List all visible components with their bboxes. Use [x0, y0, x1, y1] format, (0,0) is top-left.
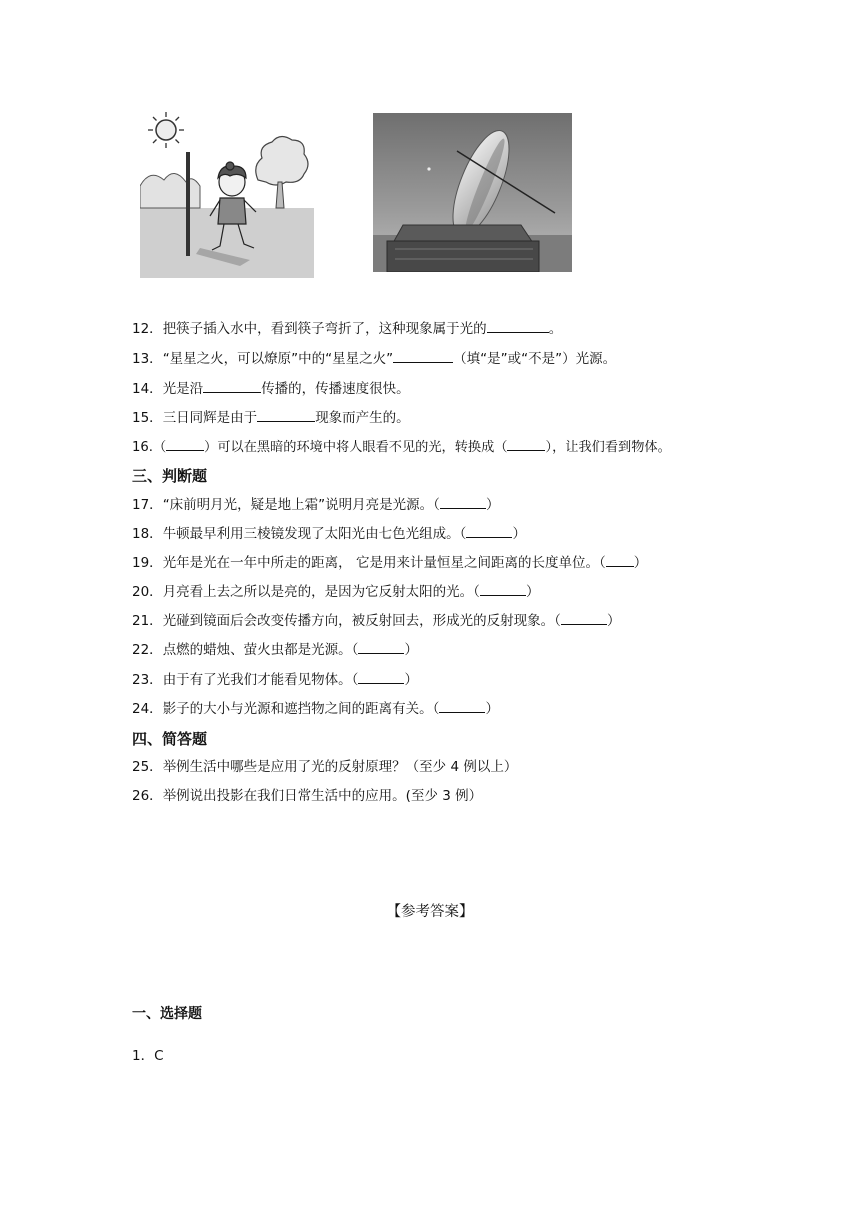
answer-blank[interactable]: [358, 639, 404, 654]
pole: [186, 152, 190, 256]
answer-blank[interactable]: [166, 436, 204, 451]
question-12: 12．把筷子插入水中，看到筷子弯折了，这种现象属于光的 。: [132, 318, 562, 339]
judge-item: 24．影子的大小与光源和遮挡物之间的距离有关。（ ）: [132, 698, 499, 719]
section-title-judgement: 三、判断题: [132, 467, 208, 485]
answer-blank[interactable]: [487, 318, 549, 333]
section-title-short-answer: 四、简答题: [132, 730, 208, 748]
answer-key-title: 【参考答案】: [386, 904, 474, 920]
judge-item: 21．光碰到镜面后会改变传播方向，被反射回去，形成光的反射现象。（ ）: [132, 610, 620, 631]
sun-icon: [156, 120, 176, 140]
answer-blank[interactable]: [440, 494, 486, 509]
answer-blank[interactable]: [606, 552, 634, 567]
judge-item: 22．点燃的蜡烛、萤火虫都是光源。（ ）: [132, 639, 418, 660]
short-answer-item: 26．举例说出投影在我们日常生活中的应用。(至少 3 例）: [132, 788, 483, 804]
answer-section-title: 一、选择题: [132, 1006, 202, 1022]
answer-blank[interactable]: [480, 581, 526, 596]
answer-item: 1．C: [132, 1048, 164, 1064]
judge-item: 18．牛顿最早利用三棱镜发现了太阳光由七色光组成。（ ）: [132, 523, 526, 544]
answer-blank[interactable]: [257, 407, 315, 422]
answer-blank[interactable]: [358, 669, 404, 684]
answer-blank[interactable]: [439, 698, 485, 713]
judge-item: 20．月亮看上去之所以是亮的，是因为它反射太阳的光。（ ）: [132, 581, 539, 602]
answer-blank[interactable]: [466, 523, 512, 538]
judge-item: 17．“床前明月光，疑是地上霜”说明月亮是光源。（ ）: [132, 494, 499, 515]
sundial-photo: [373, 113, 572, 272]
question-15: 15．三日同辉是由于 现象而产生的。: [132, 407, 410, 428]
question-16: 16.（ ）可以在黑暗的环境中将人眼看不见的光，转换成（ ），让我们看到物体。: [132, 436, 671, 458]
answer-blank[interactable]: [393, 348, 453, 363]
answer-blank[interactable]: [561, 610, 607, 625]
judge-item: 19．光年是光在一年中所走的距离， 它是用来计量恒星之间距离的长度单位。（ ）: [132, 552, 647, 573]
question-14: 14．光是沿 传播的，传播速度很快。: [132, 378, 410, 399]
answer-blank[interactable]: [507, 436, 545, 451]
boy-with-pole-shadow-illustration: [140, 108, 314, 278]
short-answer-item: 25．举例生活中哪些是应用了光的反射原理？（至少 4 例以上）: [132, 759, 518, 775]
answer-blank[interactable]: [203, 378, 261, 393]
judge-item: 23．由于有了光我们才能看见物体。（ ）: [132, 669, 418, 690]
question-13: 13．“星星之火，可以燎原”中的“星星之火” （填“是”或“不是”）光源。: [132, 348, 616, 369]
